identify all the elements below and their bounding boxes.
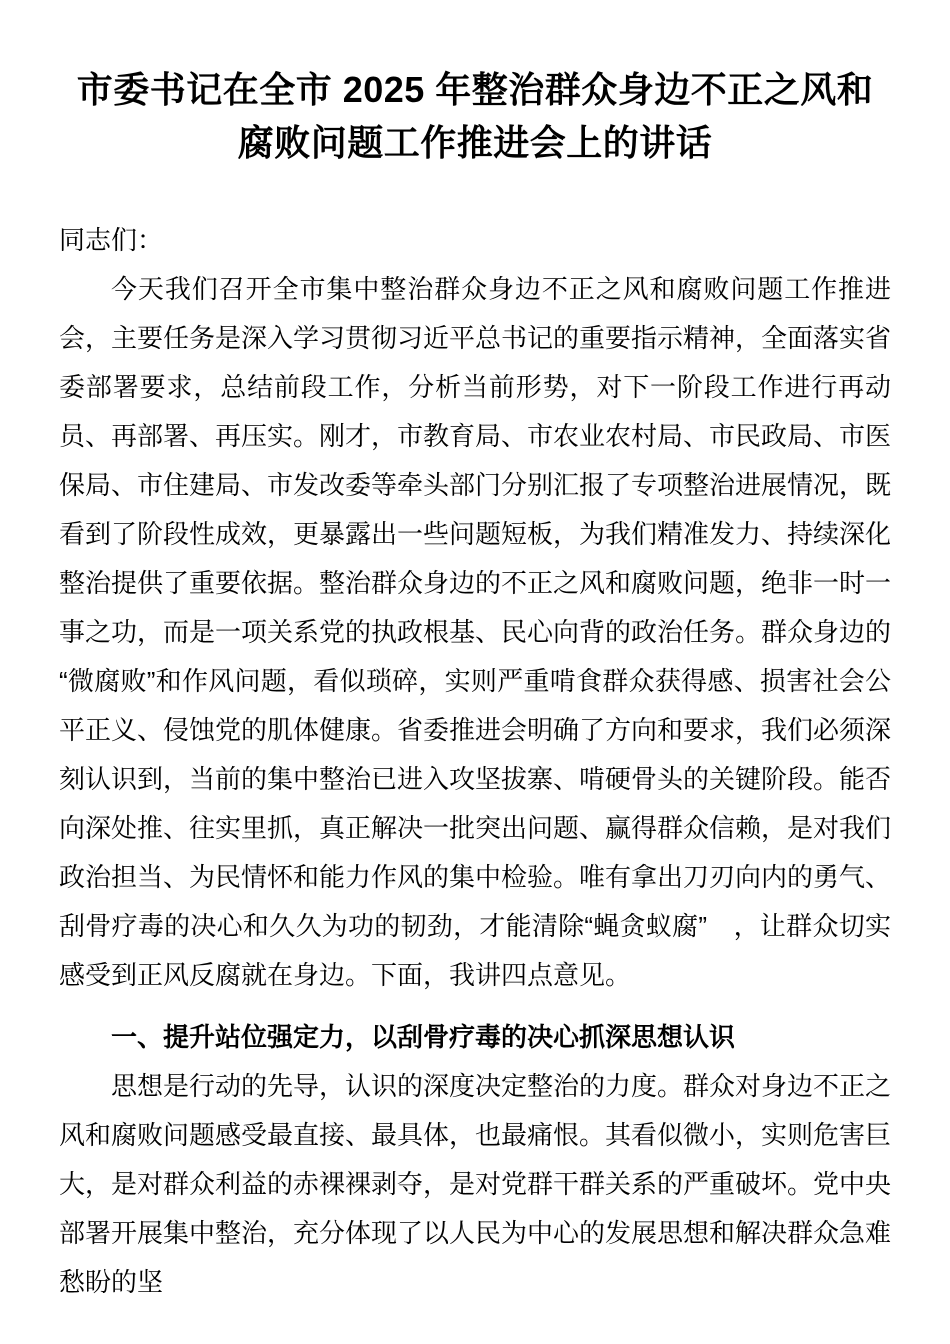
section-1-heading: 一、提升站位强定力，以刮骨疗毒的决心抓深思想认识	[111, 1022, 736, 1052]
section-1-paragraph: 思想是行动的先导，认识的深度决定整治的力度。群众对身边不正之风和腐败问题感受最直接、最具体，也最痛恨。其看似微小，实则危害巨大，是对群众利益的赤裸裸剥夺，是对党群干群关系的严重破坏。党中央部署开展集中整治，充分体现了以人民为中心的发展思想和解决群众急难愁盼的坚	[59, 1071, 892, 1297]
intro-paragraph: 今天我们召开全市集中整治群众身边不正之风和腐败问题工作推进会，主要任务是深入学习贯彻习近平总书记的重要指示精神，全面落实省委部署要求，总结前段工作，分析当前形势，对下一阶段工作进行再动员、再部署、再压实。刚才，市教育局、市农业农村局、市民政局、市医保局、市住建局、市发改委等牵头部门分别汇报了专项整治进展情况，既看到了阶段性成效，更暴露出一些问题短板，为我们精准发力、持续深化整治提供了重要依据。整治群众身边的不正之风和腐败问题，绝非一时一事之功，而是一项关系党的执政根基、民心向背的政治任务。群众身边的“微腐败”和作风问题，看似琐碎，实则严重啃食群众获得感、损害社会公平正义、侵蚀党的肌体健康。省委推进会明确了方向和要求，我们必须深刻认识到，当前的集中整治已进入攻坚拔寨、啃硬骨头的关键阶段。能否向深处推、往实里抓，真正解决一批突出问题、赢得群众信赖，是对我们政治担当、为民情怀和能力作风的集中检验。唯有拿出刀刃向内的勇气、刮骨疗毒的决心和久久为功的韧劲，才能清除“蝇贪蚁腐” ，让群众切实感受到正风反腐就在身边。下面，我讲四点意见。	[59, 274, 892, 990]
greeting-line: 同志们：	[59, 225, 164, 255]
document-title: 市委书记在全市 2025 年整治群众身边不正之风和腐败问题工作推进会上的讲话	[76, 69, 874, 163]
